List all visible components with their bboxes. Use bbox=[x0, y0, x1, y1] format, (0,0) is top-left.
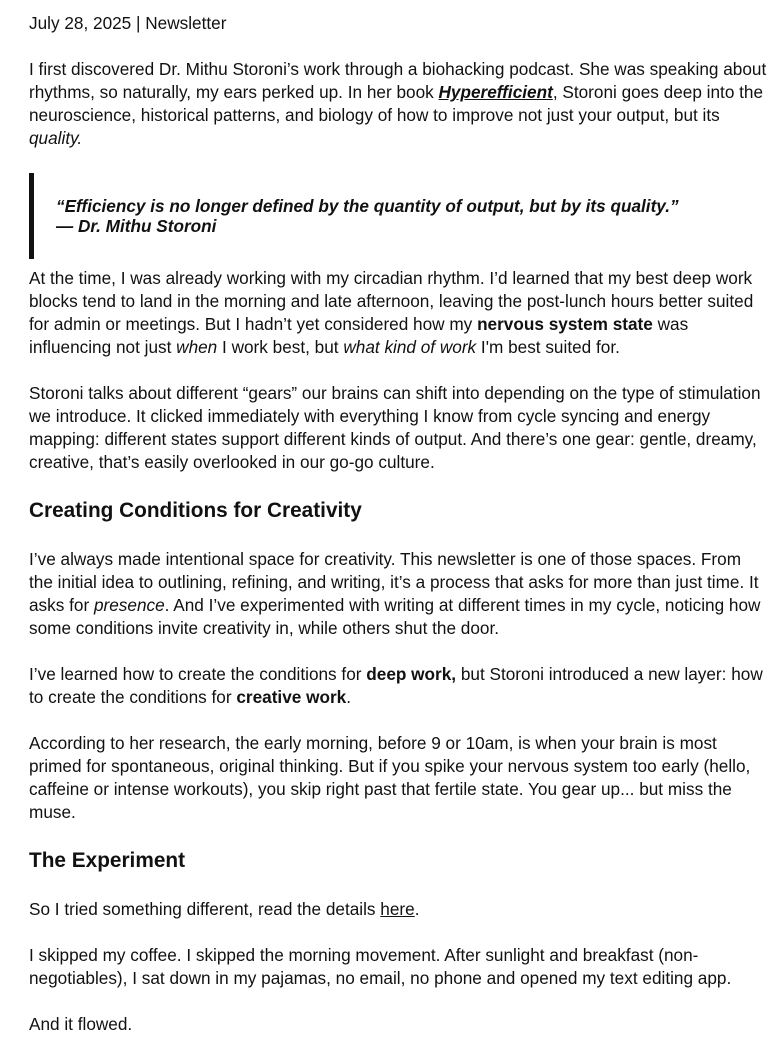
bold-creative-work: creative work bbox=[236, 687, 347, 707]
text-run: I’ve always made intentional space for creativity. This newsletter is one of those spaces. From the initial idea to outlining, refining, and writing, it’s a process that asks for more than just time. It asks for bbox=[29, 549, 759, 615]
post-date: July 28, 2025 bbox=[29, 13, 132, 33]
text-run: , Storoni goes deep into the neuroscience, historical patterns, and biology of how to improve not just your output, but its bbox=[29, 82, 764, 125]
text-run: I'm best suited for. bbox=[476, 337, 620, 357]
article bbox=[29, 12, 769, 1059]
text-run: I work best, but bbox=[217, 337, 344, 357]
gears-paragraph: Storoni talks about different “gears” our brains can shift into depending on the type of stimulation we introduce. It clicked immediately with everything I know from cycle syncing and energy mapping: different states support different kinds of output. And there’s one gear: gentle, dreamy, creative, that’s easily overlooked in our go-go culture. bbox=[29, 383, 761, 472]
book-link-hyperefficient[interactable]: Hyperefficient bbox=[438, 82, 553, 102]
text-run: I first discovered Dr. Mithu Storoni’s work through a biohacking podcast. She was speaking about rhythms, so naturally, my ears perked up. In her book bbox=[29, 59, 767, 102]
emphasis-quality: quality. bbox=[29, 128, 83, 148]
heading-creating-conditions: Creating Conditions for Creativity bbox=[29, 499, 362, 522]
post-meta bbox=[29, 12, 769, 35]
text-run: I’ve learned how to create the conditions for bbox=[29, 664, 367, 684]
details-paragraph bbox=[29, 898, 769, 921]
meta-separator: | bbox=[131, 13, 146, 33]
circadian-paragraph bbox=[29, 267, 769, 359]
pull-quote bbox=[29, 173, 769, 259]
bold-nervous-system-state: nervous system state bbox=[477, 314, 653, 334]
details-link[interactable]: here bbox=[380, 899, 415, 919]
flowed-paragraph: And it flowed. bbox=[29, 1014, 133, 1034]
text-run: . bbox=[346, 687, 351, 707]
routine-paragraph: I skipped my coffee. I skipped the morning movement. After sunlight and breakfast (non-negotiables), I sat down in my pajamas, no email, no phone and opened my text editing app. bbox=[29, 945, 732, 988]
text-run: At the time, I was already working with my circadian rhythm. I’d learned that my best deep work blocks tend to land in the morning and late afternoon, leaving the post-lunch hours better suited for admin or meetings. But I hadn’t yet considered how my bbox=[29, 268, 754, 334]
intro-paragraph bbox=[29, 58, 769, 150]
quote-attribution: — Dr. Mithu Storoni bbox=[56, 216, 217, 236]
quote-text: “Efficiency is no longer defined by the quantity of output, but by its quality.” bbox=[56, 196, 679, 216]
emphasis-when: when bbox=[176, 337, 218, 357]
emphasis-what-kind-of-work: what kind of work bbox=[343, 337, 477, 357]
post-category: Newsletter bbox=[145, 13, 227, 33]
bold-deep-work: deep work, bbox=[366, 664, 457, 684]
text-run: . bbox=[414, 899, 420, 919]
research-paragraph: According to her research, the early morning, before 9 or 10am, is when your brain is most primed for spontaneous, original thinking. But if you spike your nervous system too early (hello, caffeine or intense workouts), you skip right past that fertile state. You gear up... but miss the muse. bbox=[29, 733, 751, 822]
text-run: So I tried something different, read the details bbox=[29, 899, 381, 919]
emphasis-presence: presence bbox=[93, 595, 165, 615]
deep-work-paragraph bbox=[29, 663, 769, 709]
text-run: . And I’ve experimented with writing at different times in my cycle, noticing how some conditions invite creativity in, while others shut the door. bbox=[29, 595, 761, 638]
text-run: but Storoni introduced a new layer: how to create the conditions for bbox=[29, 664, 763, 707]
creativity-paragraph bbox=[29, 548, 769, 640]
heading-the-experiment: The Experiment bbox=[29, 849, 186, 872]
text-run: was influencing not just bbox=[29, 314, 689, 357]
